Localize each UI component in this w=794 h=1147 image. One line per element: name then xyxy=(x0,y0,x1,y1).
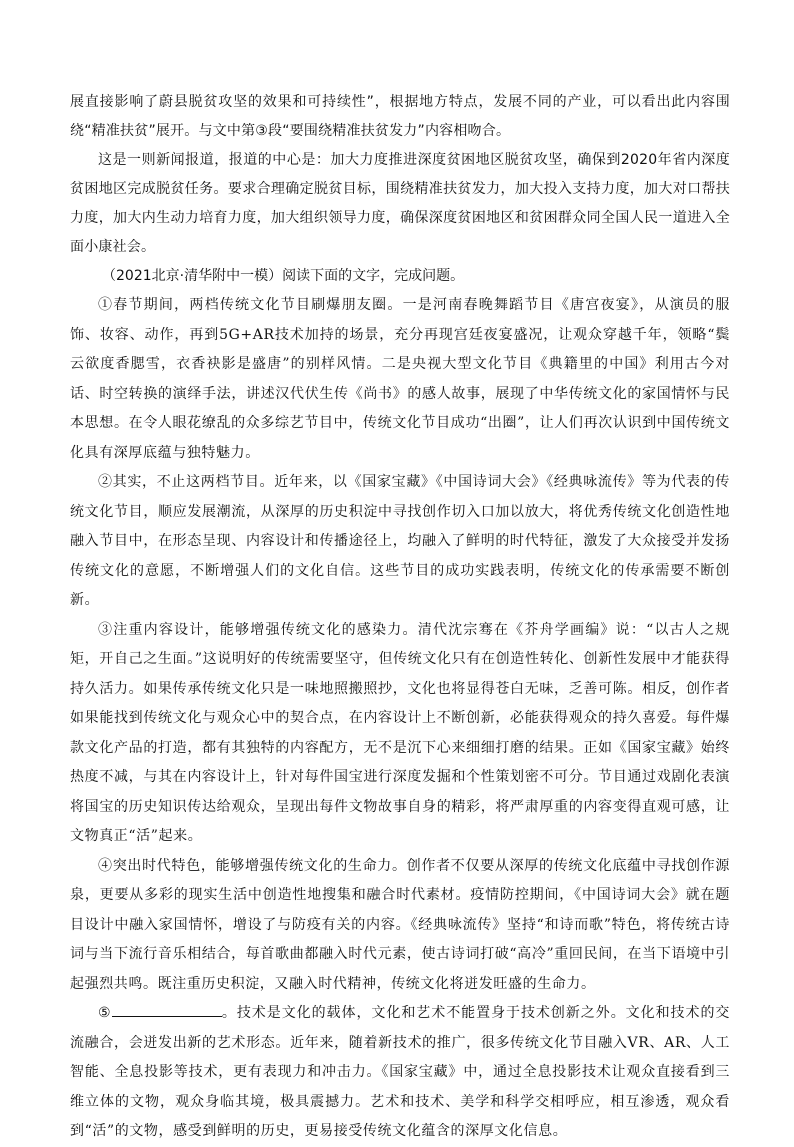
passage-paragraph-5 xyxy=(70,999,730,1147)
passage-paragraph-1: ①春节期间，两档传统文化节目刷爆朋友圈。一是河南春晚舞蹈节目《唐宫夜宴》，从演员的服饰、妆容、动作，再到5G+AR技术加持的场景，充分再现宫廷夜宴盛况，让观众穿越千年，领略“鬓云欲度香腮雪，衣香袂影是盛唐”的别样风情。二是央视大型文化节目《典籍里的中国》利用古今对话、时空转换的演绎手法，讲述汉代伏生传《尚书》的感人故事，展现了中华传统文化的家国情怀与民本思想。在令人眼花缭乱的众多综艺节目中，传统文化节目成功“出圈”，让人们再次认识到中国传统文化具有深厚底蕴与独特魅力。 xyxy=(70,297,730,461)
answer-paragraph-1: 展直接影响了蔚县脱贫攻坚的效果和可持续性”，根据地方特点，发展不同的产业，可以看出此内容围绕“精准扶贫”展开。与文中第③段“要围绕精准扶贫发力”内容相吻合。 xyxy=(70,94,730,139)
paragraph-5-text: 。技术是文化的载体，文化和艺术不能置身于技术创新之外。文化和技术的交流融合，会迸发出新的艺术形态。近年来，随着新技术的推广，很多传统文化节目融入VR、AR、人工智能、全息投影等技术，更有表现力和冲击力。《国家宝藏》中，通过全息投影技术让观众直接看到三维立体的文物，观众身临其境，极具震撼力。艺术和技术、美学和科学交相呼应，相互渗透，观众看到“活”的文物，感受到鲜明的历史，更易接受传统文化蕴含的深厚文化信息。 xyxy=(70,1005,730,1139)
question-source-line: （2021北京·清华附中一模）阅读下面的文字，完成问题。 xyxy=(102,268,465,284)
passage-paragraph-4: ④突出时代特色，能够增强传统文化的生命力。创作者不仅要从深厚的传统文化底蕴中寻找创作源泉，更要从多彩的现实生活中创造性地搜集和融合时代素材。疫情防控期间，《中国诗词大会》就在题目设计中融入家国情怀，增设了与防疫有关的内容。《经典咏流传》坚持“和诗而歌”特色，将传统古诗词与当下流行音乐相结合，每首歌曲都融入时代元素，使古诗词打破“高冷”重回民间，在当下语境中引起强烈共鸣。既注重历史积淀，又融入时代精神，传统文化将迸发旺盛的生命力。 xyxy=(70,857,730,992)
answer-analysis-block xyxy=(70,88,730,262)
passage-paragraph-2: ②其实，不止这两档节目。近年来，以《国家宝藏》《中国诗词大会》《经典咏流传》等为代表的传统文化节目，顺应发展潮流，从深厚的历史积淀中寻找创作切入口加以放大，将优秀传统文化创造性地融入节目中，在形态呈现、内容设计和传播途径上，均融入了鲜明的时代特征，激发了大众接受并发扬传统文化的意愿，不断增强人们的文化自信。这些节目的成功实践表明，传统文化的传承需要不断创新。 xyxy=(70,474,730,608)
paragraph-5-number: ⑤ xyxy=(98,1005,112,1021)
answer-paragraph-2: 这是一则新闻报道，报道的中心是：加大力度推进深度贫困地区脱贫攻坚，确保到2020年省内深度贫困地区完成脱贫任务。要求合理确定脱贫目标，围绕精准扶贫发力，加大投入支持力度，加大对口帮扶力度，加大内生动力培育力度，加大组织领导力度，确保深度贫困地区和贫困群众同全国人民一道进入全面小康社会。 xyxy=(70,152,730,255)
reading-passage xyxy=(70,291,730,1147)
passage-paragraph-3: ③注重内容设计，能够增强传统文化的感染力。清代沈宗骞在《芥舟学画编》说：“以古人之规矩，开自己之生面。”这说明好的传统需要坚守，但传统文化只有在创造性转化、创新性发展中才能获得持久活力。如果传承传统文化只是一味地照搬照抄，文化也将显得苍白无味，乏善可陈。相反，创作者如果能找到传统文化与观众心中的契合点，在内容设计上不断创新，必能获得观众的持久喜爱。每件爆款文化产品的打造，都有其独特的内容配方，无不是沉下心来细细打磨的结果。正如《国家宝藏》始终热度不减，与其在内容设计上，针对每件国宝进行深度发掘和个性策划密不可分。节目通过戏剧化表演将国宝的历史知识传达给观众，呈现出每件文物故事自身的精彩，将严肃厚重的内容变得直观可感，让文物真正“活”起来。 xyxy=(70,621,730,844)
document-page xyxy=(70,88,730,1147)
fill-in-blank[interactable] xyxy=(112,1002,222,1017)
